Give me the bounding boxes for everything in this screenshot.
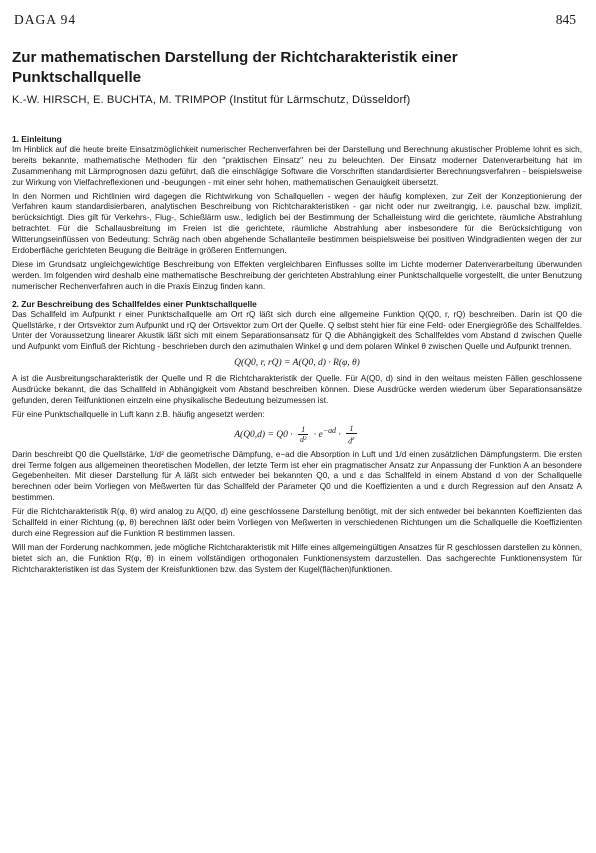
paper-title: Zur mathematischen Darstellung der Richtcharakteristik einer Punktschallquelle xyxy=(12,49,458,86)
fraction-extra-damping xyxy=(346,424,357,446)
section-1-paragraph-3: Diese im Grundsatz ungleichgewichtige Beschreibung von Effekten vergleichbaren Einflusses sollte im Lichte moderner Datenverarbeitung überwunden werden. Im folgenden wird deshalb eine mathematische Beschreibung der gerichteten Abstrahlung einer Punktschallquelle vorgestellt, die unter Benutzung numerischer Rechenverfahren auch in die Praxis Einzug finden kann. xyxy=(12,259,582,291)
section-1-paragraph-1: Im Hinblick auf die heute breite Einsatzmöglichkeit numerischer Rechenverfahren bei der Darstellung und Berechnung akustischer Probleme lohnt es sich, bereits bekannte, mathematische Methoden für den "praktischen Einsatz" neu zu beleuchten. Der Einsatz moderner Datenverarbeitung hat im Zusammenhang mit Lärmprognosen dazu geführt, daß die einschlägige Software die Vorschriften standardisierter Berechnungsverfahren - beispielsweise zur Wirkung von Vielfachreflexionen und -beugungen - mit einer sehr hohen, mathematischen Genauigkeit übersetzt. xyxy=(12,144,582,187)
equation-dot: · xyxy=(338,430,341,440)
section-2-paragraph-2: A ist die Ausbreitungscharakteristik der Quelle und R die Richtcharakteristik der Quelle. Für A(Q0, d) sind in den weitaus meisten Fällen geschlossene Ausdrücke bekannt, die das Schallfeld in Abhängigkeit vom Abstand beschreiben können. Diese Ausdrücke werden wiederum über Separationsansätze gefunden, deren Teilfunktionen einzeln eine physikalische Bedeutung beizumessen ist. xyxy=(12,374,582,406)
conference-label: DAGA 94 xyxy=(14,12,77,27)
equation-exp-term: · e xyxy=(313,430,323,440)
section-2-paragraph-6: Will man der Forderung nachkommen, jede mögliche Richtcharakteristik mit Hilfe eines allgemeingültigen Ansatzes für R geschlossen darstellen zu können, bietet sich an, die Funktion R(φ, θ) in einem vollständigen orthogonalen Funktionensystem darzustellen. Das sachgerechte Funktionensystem für Richtcharakteristiken ist das System der Kreisfunktionen bzw. das System der Kugel(flächen)funktionen. xyxy=(12,542,582,574)
fraction-denominator-2: $d^\varepsilon$ xyxy=(348,434,355,446)
paper-authors: K.-W. HIRSCH, E. BUCHTA, M. TRIMPOP (Institut für Lärmschutz, Düsseldorf) xyxy=(12,94,411,106)
section-2-paragraph-5: Für die Richtcharakteristik R(φ, θ) wird analog zu A(Q0, d) eine geschlossene Darstellung benötigt, mit der sich entweder bei bekannten Koeffizienten das Schallfeld in einer Richtung (φ, θ) berechnen läßt oder beim Vorliegen von Meßwerten in verschiedenen Richtungen um die Schallquelle die Koeffizienten durch eine Regression auf die Funktion R bestimmen lassen. xyxy=(12,507,582,538)
fraction-denominator: d² xyxy=(300,435,307,445)
equation-propagation-lhs: A(Q0,d) = Q0 · xyxy=(234,430,293,440)
paper-body xyxy=(12,134,582,579)
equation-exp-superscript: −ad xyxy=(322,425,336,435)
fraction-numerator: 1 xyxy=(298,425,308,435)
equation-propagation xyxy=(12,424,582,446)
equation-separation: Q(Q0, r, rQ) = A(Q0, d) · R(φ, θ) xyxy=(234,358,360,369)
section-1-heading: 1. Einleitung xyxy=(12,134,62,144)
section-1-paragraph-2: In den Normen und Richtlinien wird dagegen die Richtwirkung von Schallquellen - wegen der häufig komplexen, zur Zeit der Konzeptionierung der Verfahren kaum standardisierbaren, analytischen Beschreibung von Richtcharakteristiken - gar nicht oder nur zweitrangig, i.e. pauschal bzw. implizit, berücksichtigt. Dies gilt für Verkehrs-, Flug-, Schießlärm usw., lediglich bei der Bestimmung der Schalleistung wird die gerichtete, räumliche Abstrahlung betrachtet. Für die Schallausbreitung im Freien ist die gerichtete, räumliche Abstrahlung aber insbesondere für die Berücksichtigung von Witterungseinflüssen von Bedeutung: Schräg nach oben abgehende Schallanteile bestimmen beispielsweise bei positiven Windgradienten wegen der zur Erdoberfläche gerichteten Beugung die Beiträge in größeren Entfernungen. xyxy=(12,191,582,256)
section-2-paragraph-4: Darin beschreibt Q0 die Quellstärke, 1/d² die geometrische Dämpfung, e−ad die Absorption in Luft und 1/d einen zusätzlichen Dämpfungsterm. Die ersten drei Terme folgen aus allgemeinen theoretischen Modellen, der letzte Term ist eher ein pragmatischer Ansatz zur Anpassung der Funktion A an besondere Gegebenheiten. Mit dieser Darstellung für A läßt sich entweder bei bekannten Q0, a und ε das Schallfeld in einem Abstand d von der Schallquelle berechnen oder beim Vorliegen von Meßwerten für das Schallfeld der Parameter Q0 und die Koeffizienten a und ε durch Regression auf den Ansatz A bestimmen. xyxy=(12,449,582,503)
section-2-paragraph-3: Für eine Punktschallquelle in Luft kann z.B. häufig angesetzt werden: xyxy=(12,409,265,419)
fraction-geometric-damping xyxy=(298,425,308,444)
section-2-paragraph-1: Das Schallfeld im Aufpunkt r einer Punktschallquelle am Ort rQ läßt sich durch eine allgemeine Funktion Q(Q0, r, rQ) beschreiben. Darin ist Q0 die Quellstärke, r der Ortsvektor zum Aufpunkt und rQ der Ortsvektor zum Ort der Quelle. Q selbst steht hier für eine Feld- oder Energiegröße des Schallfeldes. Unter der Voraussetzung linearer Akustik läßt sich mit einem Separationsansatz für Q die Abhängigkeit des Schallfeldes vom Abstand d zwischen Quelle und Aufpunkt vom Einfluß der Richtung - beschrieben durch den azimuthalen Winkel φ und dem polaren Winkel θ zwischen Quelle und Aufpunkt trennen. xyxy=(12,309,582,352)
page-header xyxy=(14,12,576,34)
section-2-heading: 2. Zur Beschreibung des Schallfeldes einer Punktschallquelle xyxy=(12,298,257,309)
fraction-numerator-2: 1 xyxy=(346,424,357,434)
page-number: 845 xyxy=(555,12,576,27)
